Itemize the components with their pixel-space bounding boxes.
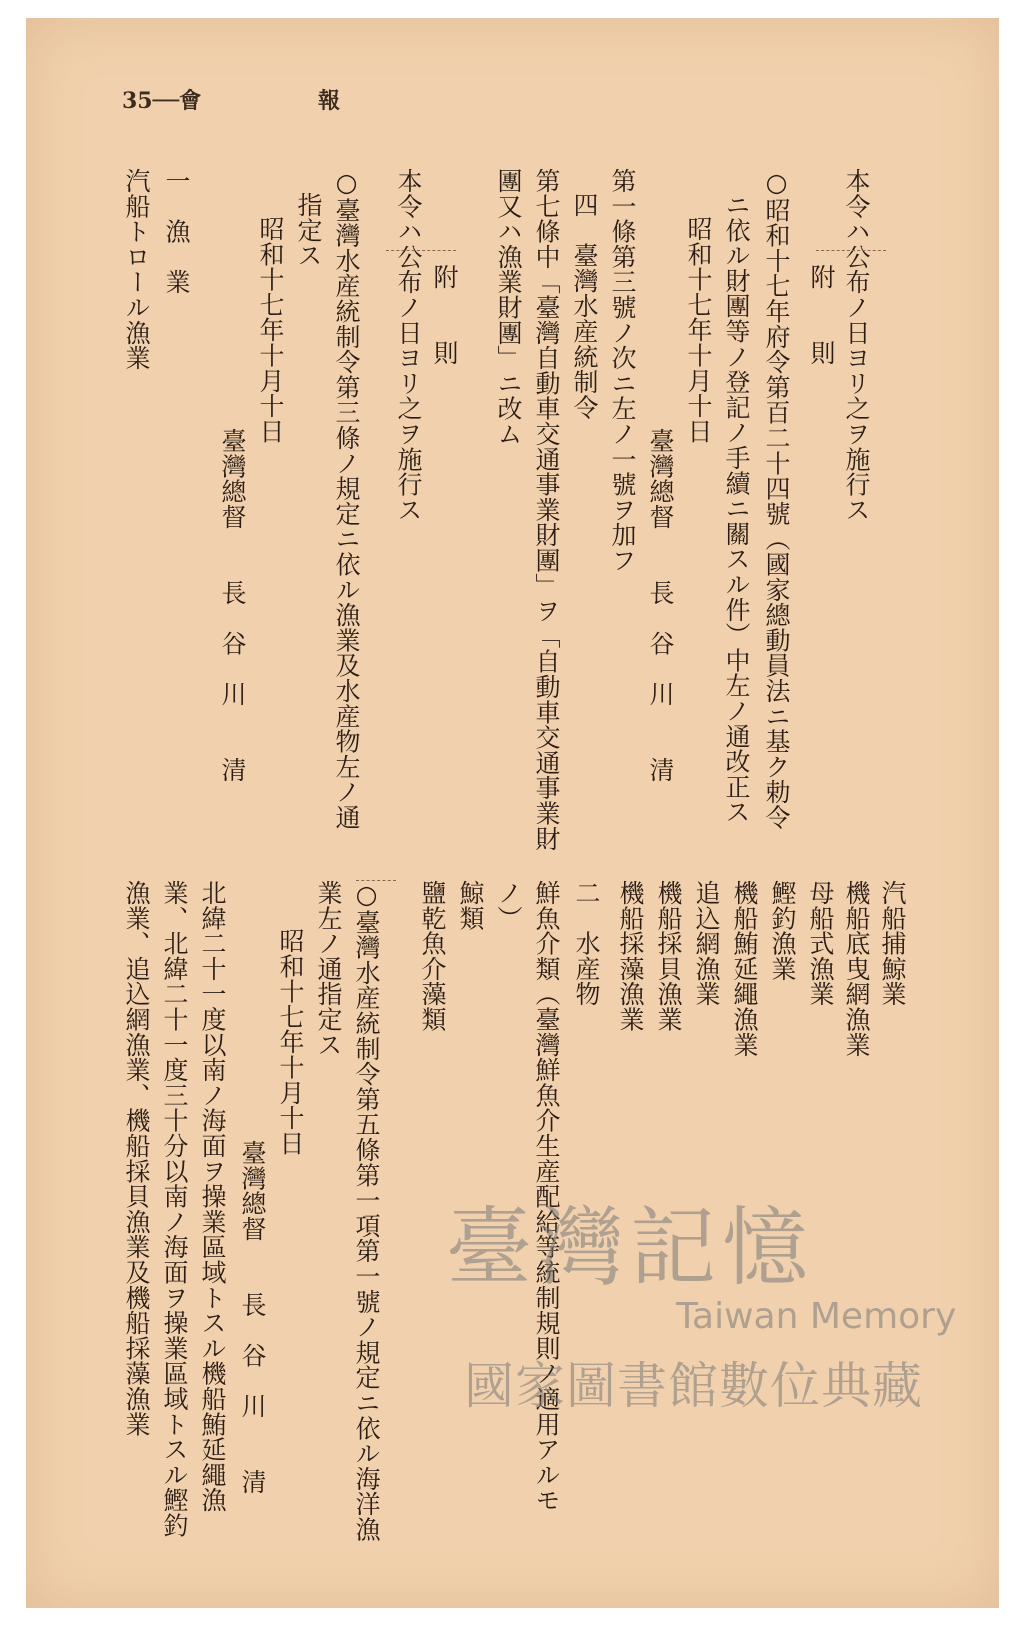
text-column: 昭和十七年十月十日 [256,216,285,444]
document-page [26,18,999,1608]
text-column: 臺灣總督 長 谷 川 清 [218,428,247,783]
text-column: 漁業、追込網漁業、機船採貝漁業及機船採藻漁業 [122,880,151,1437]
text-column: 第七條中「臺灣自動車交通事業財團」ヲ「自動車交通事業財 [532,168,561,852]
text-column: 昭和十七年十月十日 [684,216,713,444]
text-column: 一 漁 業 [162,168,191,295]
watermark [446,1178,1006,1458]
section-divider [816,250,886,251]
header-label: 報 [318,88,341,114]
text-column: 二 水産物 [572,880,601,1007]
text-column: 臺灣總督 長 谷 川 清 [238,1140,267,1495]
text-column: 本令ハ公布ノ日ヨリ之ヲ施行ス [842,168,871,523]
text-column: 第一條第三號ノ次ニ左ノ一號ヲ加フ [608,168,637,573]
text-column: 四 臺灣水産統制令 [570,192,599,420]
text-column: 臺灣總督 長 谷 川 清 [646,428,675,783]
text-column: 鰹釣漁業 [768,880,797,982]
watermark-subtitle: Taiwan Memory [676,1296,957,1337]
section-divider [356,880,396,881]
text-column: 北緯二十一度以南ノ海面ヲ操業區域トスル機船鮪延繩漁 [198,880,227,1513]
text-column: 鯨類 [456,880,485,931]
text-column: 團又ハ漁業財團」ニ改ム [494,168,523,447]
text-column: 昭和十七年十月十日 [276,928,305,1156]
text-column: 附 則 [807,264,836,366]
text-column: 機船採貝漁業 [654,880,683,1032]
text-column: 母船式漁業 [806,880,835,1007]
text-column: 附 則 [430,264,459,366]
page-number-section: 35──會 [122,88,202,114]
text-column: ○臺灣水産統制令第三條ノ規定ニ依ル漁業及水産物左ノ通 [332,168,361,830]
watermark-org: 國家圖書館數位典藏 [464,1357,923,1415]
text-column: 機船底曳網漁業 [842,880,871,1058]
text-column: 指定ス [294,192,323,268]
text-column: 機船鮪延繩漁業 [730,880,759,1058]
text-column: 鹽乾魚介藻類 [418,880,447,1032]
text-column: 機船採藻漁業 [616,880,645,1032]
text-column: 本令ハ公布ノ日ヨリ之ヲ施行ス [394,168,423,523]
text-column: 鮮魚介類（臺灣鮮魚介生産配給等統制規則ノ適用アルモ [532,880,561,1513]
watermark-title: 臺灣記憶 [446,1198,814,1298]
text-column: 追込網漁業 [692,880,721,1007]
section-divider [386,250,456,251]
text-column: 業、北緯二十一度三十分以南ノ海面ヲ操業區域トスル鰹釣 [160,880,189,1538]
text-column: 汽船捕鯨業 [878,880,907,1007]
text-column: ノ） [494,880,523,931]
text-column: 業左ノ通指定ス [314,880,343,1058]
text-column: ニ依ル財團等ノ登記ノ手續ニ關スル件）中左ノ通改正ス [722,192,751,825]
text-column: 汽船トロール漁業 [122,168,151,371]
text-column: ○臺灣水産統制令第五條第一項第一號ノ規定ニ依ル海洋漁 [352,880,381,1542]
text-column: ○昭和十七年府令第百二十四號（國家總動員法ニ基ク勅令 [762,168,791,830]
